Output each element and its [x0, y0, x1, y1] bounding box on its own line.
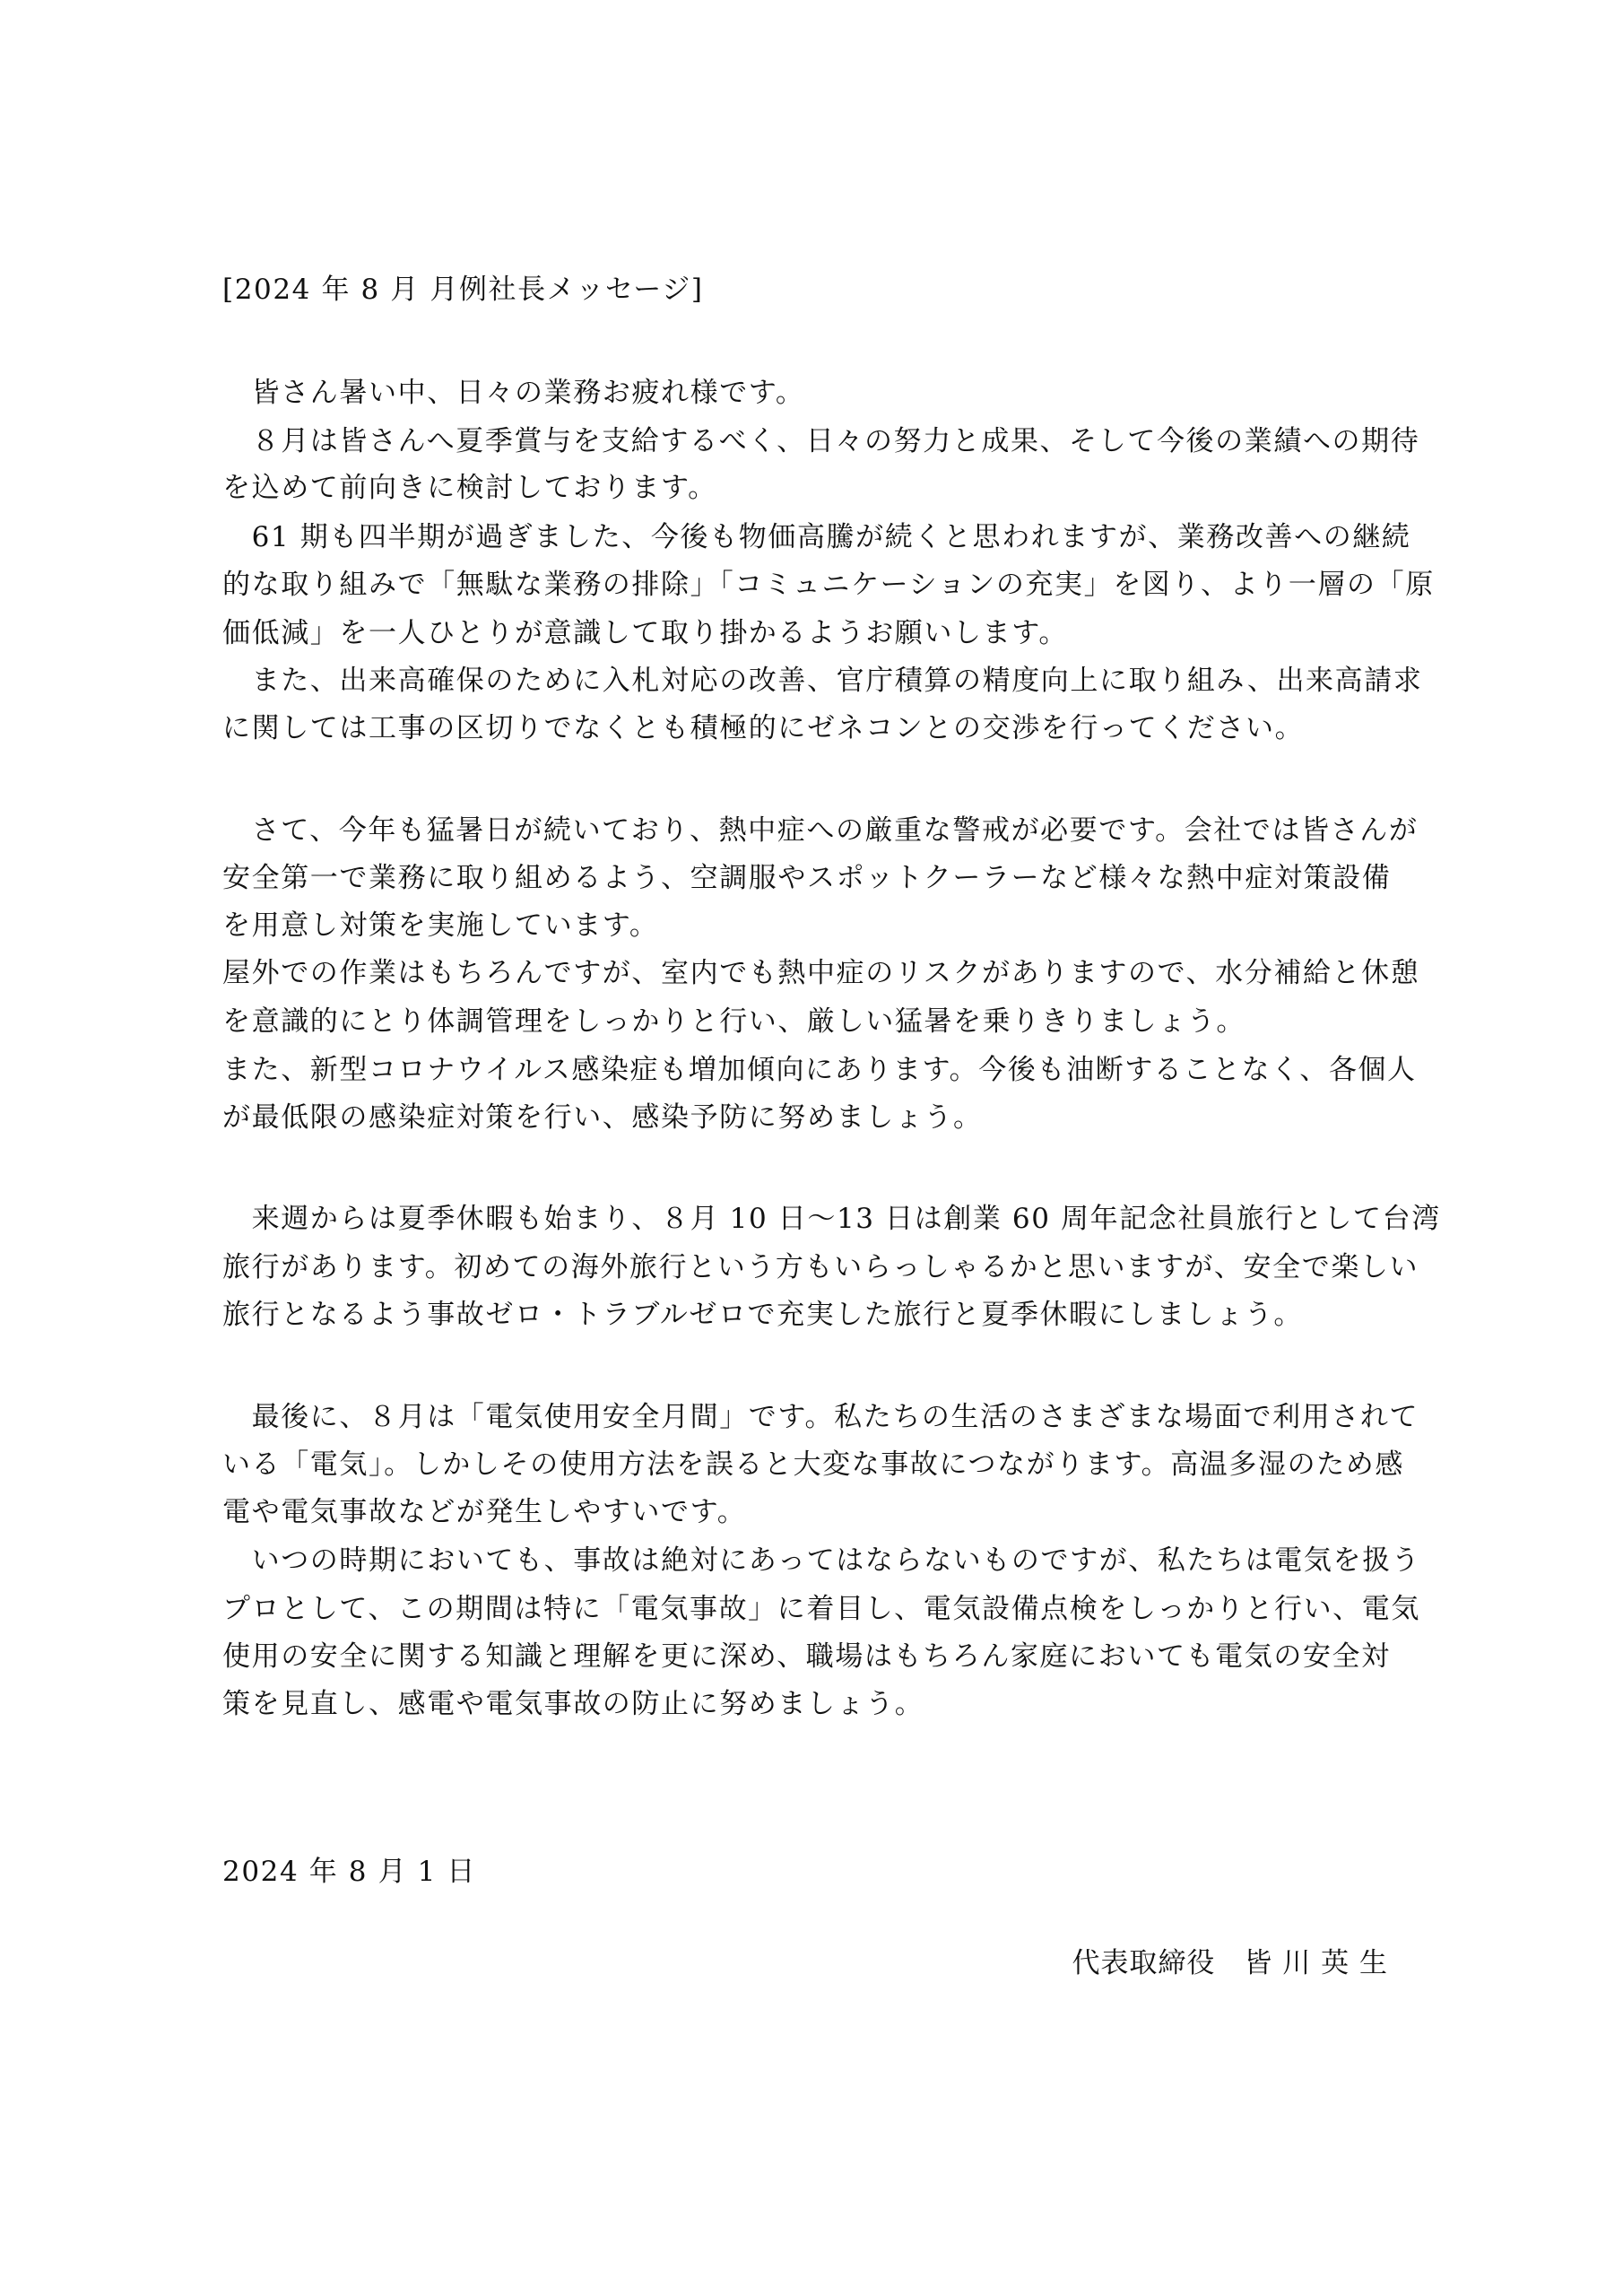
- body-line: プロとして、この期間は特に「電気事故」に着目し、電気設備点検をしっかりと行い、電気: [222, 1593, 1420, 1625]
- body-line: いつの時期においても、事故は絶対にあってはならないものですが、私たちは電気を扱う: [222, 1544, 1421, 1577]
- body-line: 来週からは夏季休暇も始まり、８月 10 日〜13 日は創業 60 周年記念社員旅行として台湾: [222, 1203, 1441, 1235]
- body-line: 策を見直し、感電や電気事故の防止に努めましょう。: [222, 1688, 924, 1720]
- body-line: 価低減」を一人ひとりが意識して取り掛かるようお願いします。: [222, 617, 1068, 649]
- document-title: [2024 年 8 月 月例社長メッセージ]: [222, 274, 704, 306]
- body-line: 的な取り組みで「無駄な業務の排除」「コミュニケーションの充実」を図り、より一層の「原: [222, 569, 1435, 601]
- body-line: 電や電気事故などが発生しやすいです。: [222, 1496, 747, 1528]
- body-line: さて、今年も猛暑日が続いており、熱中症への厳重な警戒が必要です。会社では皆さんが: [222, 814, 1419, 847]
- document-date: 2024 年 8 月 1 日: [222, 1856, 477, 1888]
- body-line: 最後に、８月は「電気使用安全月間」です。私たちの生活のさまざまな場面で利用されて: [222, 1401, 1419, 1433]
- body-line: 旅行となるよう事故ゼロ・トラブルゼロで充実した旅行と夏季休暇にしましょう。: [222, 1299, 1303, 1331]
- body-line: 使用の安全に関する知識と理解を更に深め、職場はもちろん家庭においても電気の安全対: [222, 1640, 1391, 1673]
- body-line: また、新型コロナウイルス感染症も増加傾向にあります。今後も油断することなく、各個人: [222, 1054, 1417, 1086]
- body-line: に関しては工事の区切りでなくとも積極的にゼネコンとの交渉を行ってください。: [222, 712, 1305, 744]
- body-line: が最低限の感染症対策を行い、感染予防に努めましょう。: [222, 1101, 983, 1134]
- body-line: また、出来高確保のために入札対応の改善、官庁積算の精度向上に取り組み、出来高請求: [222, 665, 1423, 697]
- body-line: 屋外での作業はもちろんですが、室内でも熱中症のリスクがありますので、水分補給と休憩: [222, 957, 1420, 989]
- body-line: 旅行があります。初めての海外旅行という方もいらっしゃるかと思いますが、安全で楽しい: [222, 1251, 1419, 1283]
- body-line: を込めて前向きに検討しております。: [222, 472, 717, 504]
- body-line: 61 期も四半期が過ぎました、今後も物価高騰が続くと思われますが、業務改善への継続: [222, 521, 1411, 553]
- body-line: を意識的にとり体調管理をしっかりと行い、厳しい猛暑を乗りきりましょう。: [222, 1005, 1245, 1038]
- body-line: いる「電気」。しかしその使用方法を誤ると大変な事故につながります。高温多湿のため感: [222, 1448, 1404, 1481]
- body-line: ８月は皆さんへ夏季賞与を支給するべく、日々の努力と成果、そして今後の業績への期待: [222, 425, 1420, 457]
- body-line: を用意し対策を実施しています。: [222, 909, 659, 942]
- signature: 代表取締役 皆 川 英 生: [1072, 1947, 1388, 1979]
- body-line: 皆さん暑い中、日々の業務お疲れ様です。: [222, 377, 805, 409]
- body-line: 安全第一で業務に取り組めるよう、空調服やスポットクーラーなど様々な熱中症対策設備: [222, 862, 1392, 894]
